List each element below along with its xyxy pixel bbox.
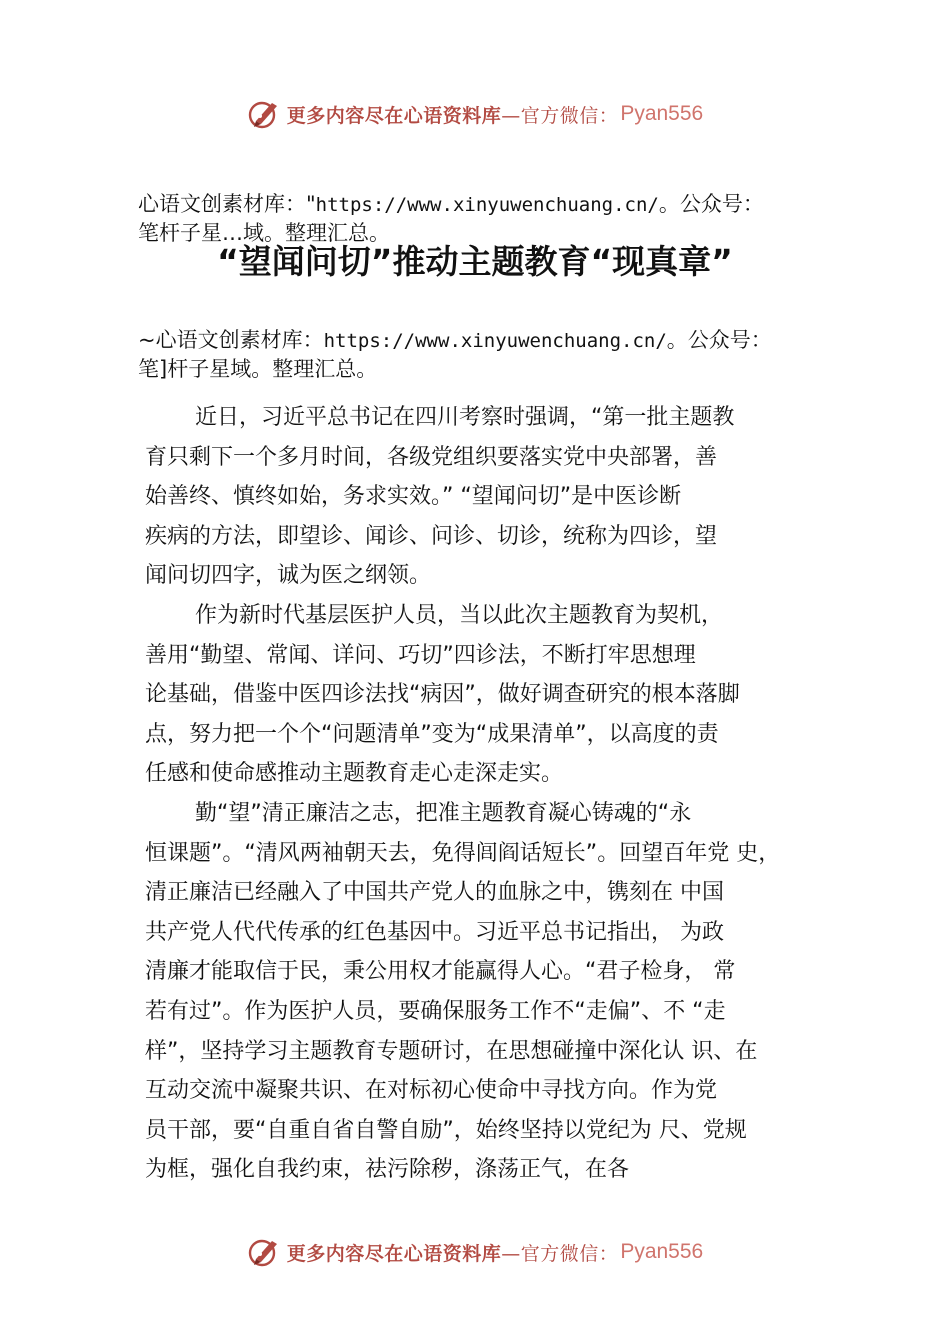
bottom-banner: [0, 1232, 950, 1272]
banner-middle: —官方微信：: [501, 1242, 619, 1265]
body-line: 员干部，要“自重自省自警自励”，始终坚持以党纪为 尺、党规: [145, 1117, 747, 1143]
body-line: 勤“望”清正廉洁之志，把准主题教育凝心铸魂的“永: [195, 800, 692, 826]
source-url: https://www.xinyuwenchuang.cn/: [323, 330, 667, 352]
body-line: 共产党人代代传承的红色基因中。习近平总书记指出， 为政: [145, 919, 724, 945]
page-title: “望闻问切”推动主题教育“现真章”: [217, 242, 733, 281]
body-line: 论基础，借鉴中医四诊法找“病因”，做好调查研究的根本落脚: [145, 682, 740, 708]
body-line: 作为新时代基层医护人员，当以此次主题教育为契机，: [195, 602, 724, 628]
source-note: [138, 326, 858, 383]
body-line: 疾病的方法，即望诊、闻诊、问诊、切诊，统称为四诊，望: [145, 523, 718, 549]
banner-middle: —官方微信：: [501, 104, 619, 127]
banner-wechat-id: Pyan556: [620, 1240, 704, 1263]
body-line: 育只剩下一个多月时间，各级党组织要落实党中央部署，善: [145, 444, 718, 470]
body-line: 为框，强化自我约束，祛污除秽，涤荡正气，在各: [145, 1157, 630, 1183]
body-line: 善用“勤望、常闻、详问、巧切”四诊法，不断打牢思想理: [145, 642, 696, 668]
source-note-line2: 笔杆子星…域。整理汇总。: [138, 221, 390, 245]
body-line: 恒课题”。“清风两袖朝天去，免得闾阎话短长”。回望百年党 史，: [145, 840, 781, 866]
banner-brand: 更多内容尽在心语资料库: [286, 104, 502, 127]
source-note-line2: 笔]杆子星域。整理汇总。: [138, 357, 378, 381]
pen-nib-logo-icon: [247, 1235, 281, 1269]
banner-wechat-id: Pyan556: [620, 102, 704, 125]
source-note-line: [138, 326, 858, 355]
body-line: 样”，坚持学习主题教育专题研讨，在思想碰撞中深化认 识、在: [145, 1038, 758, 1064]
body-line: 清正廉洁已经融入了中国共产党人的血脉之中，镌刻在 中国: [145, 880, 724, 906]
source-note-line: [138, 190, 858, 219]
top-banner: [0, 94, 950, 134]
pen-nib-logo-icon: [247, 97, 281, 131]
banner-brand: 更多内容尽在心语资料库: [286, 1242, 502, 1265]
body-line: 点，努力把一个个“问题清单”变为“成果清单”，以高度的责: [145, 721, 719, 747]
body-line: 清廉才能取信于民，秉公用权才能赢得人心。“君子检身， 常: [145, 959, 736, 985]
body-line: 近日，习近平总书记在四川考察时强调，“第一批主题教: [195, 405, 735, 430]
body-line: 若有过”。作为医护人员，要确保服务工作不“走偏”、不 “走: [145, 998, 726, 1024]
source-suffix: 。公众号：: [666, 328, 772, 352]
body-line: 互动交流中凝聚共识、在对标初心使命中寻找方向。作为党: [145, 1078, 718, 1104]
body-line: 始善终、慎终如始，务求实效。” “望闻问切”是中医诊断: [145, 484, 682, 510]
article-body: [145, 398, 845, 1190]
source-note: [138, 190, 858, 247]
source-prefix: ~心语文创素材库：: [138, 328, 324, 352]
source-url: https://www.xinyuwenchuang.cn/: [315, 194, 659, 216]
source-prefix: 心语文创素材库：": [138, 192, 316, 216]
body-line: 闻问切四字，诚为医之纲领。: [145, 563, 432, 589]
source-suffix: 。公众号：: [658, 192, 764, 216]
body-line: 任感和使命感推动主题教育走心走深走实。: [145, 761, 564, 787]
